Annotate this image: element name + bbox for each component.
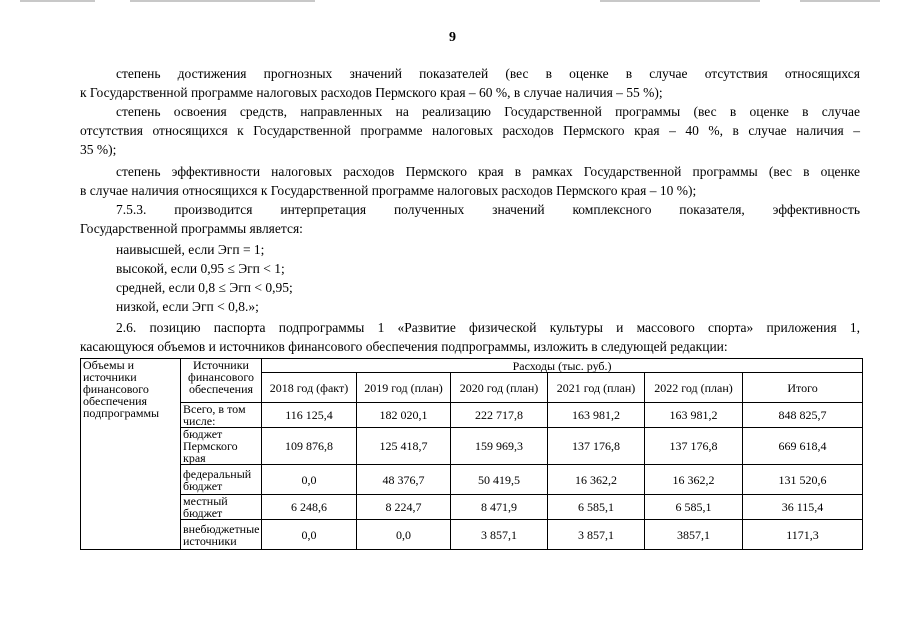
year-header: 2022 год (план)	[645, 373, 743, 403]
source-cell: внебюджетные источники	[181, 520, 262, 550]
value-cell: 16 362,2	[645, 465, 743, 495]
paragraph-line: степень достижения прогнозных значений показателей (вес в оценке в случае отсутствия относящихся	[116, 66, 860, 81]
value-cell: 116 125,4	[262, 403, 357, 428]
value-cell: 48 376,7	[357, 465, 451, 495]
value-cell: 3 857,1	[451, 520, 548, 550]
value-cell: 0,0	[262, 465, 357, 495]
value-cell: 16 362,2	[548, 465, 645, 495]
value-cell: 0,0	[262, 520, 357, 550]
value-cell: 6 585,1	[548, 495, 645, 520]
scan-edge-line	[20, 0, 95, 2]
page-number: 9	[449, 30, 456, 45]
value-cell: 109 876,8	[262, 428, 357, 465]
scan-edge-line	[600, 0, 760, 2]
table-row	[81, 520, 863, 550]
criterion-line: средней, если 0,8 ≤ Эгп < 0,95;	[116, 280, 293, 295]
value-cell: 8 471,9	[451, 495, 548, 520]
paragraph-line: 2.6. позицию паспорта подпрограммы 1 «Развитие физической культуры и массового спорта» приложения 1,	[116, 320, 860, 335]
criterion-line: высокой, если 0,95 ≤ Эгп < 1;	[116, 261, 285, 276]
value-cell: 131 520,6	[743, 465, 863, 495]
value-cell: 159 969,3	[451, 428, 548, 465]
expenses-header: Расходы (тыс. руб.)	[262, 359, 863, 373]
paragraph-line: 7.5.3. производится интерпретация полученных значений комплексного показателя, эффективность	[116, 202, 860, 217]
value-cell: 222 717,8	[451, 403, 548, 428]
value-cell: 137 176,8	[645, 428, 743, 465]
value-cell: 137 176,8	[548, 428, 645, 465]
paragraph-line: 35 %);	[80, 142, 117, 157]
year-header: 2021 год (план)	[548, 373, 645, 403]
value-cell: 8 224,7	[357, 495, 451, 520]
financing-table	[80, 358, 863, 550]
scan-edge-line	[800, 0, 880, 2]
value-cell: 50 419,5	[451, 465, 548, 495]
source-cell: местный бюджет	[181, 495, 262, 520]
value-cell: 6 248,6	[262, 495, 357, 520]
total-header: Итого	[743, 373, 863, 403]
paragraph-line: Государственной программы является:	[80, 221, 303, 236]
source-cell: Всего, в том числе:	[181, 403, 262, 428]
table-row	[81, 495, 863, 520]
scan-edge-line	[130, 0, 315, 2]
year-header: 2018 год (факт)	[262, 373, 357, 403]
value-cell: 669 618,4	[743, 428, 863, 465]
paragraph-line: к Государственной программе налоговых расходов Пермского края – 60 %, в случае наличия – 55 %);	[80, 85, 663, 100]
year-header: 2020 год (план)	[451, 373, 548, 403]
paragraph-line: отсутствия относящихся к Государственной программе налоговых расходов Пермского края – 40 %, в случае наличия –	[80, 123, 860, 138]
value-cell: 36 115,4	[743, 495, 863, 520]
value-cell: 6 585,1	[645, 495, 743, 520]
value-cell: 1171,3	[743, 520, 863, 550]
table-row	[81, 403, 863, 428]
value-cell: 3857,1	[645, 520, 743, 550]
value-cell: 848 825,7	[743, 403, 863, 428]
table-left-label: Объемы и источники финансового обеспечения подпрограммы	[81, 359, 181, 550]
paragraph-line: в случае наличия относящихся к Государственной программе налоговых расходов Пермского края – 10 %);	[80, 183, 697, 198]
source-cell: бюджет Пермского края	[181, 428, 262, 465]
source-cell: федеральный бюджет	[181, 465, 262, 495]
table-row	[81, 465, 863, 495]
criterion-line: наивысшей, если Эгп = 1;	[116, 242, 265, 257]
value-cell: 3 857,1	[548, 520, 645, 550]
value-cell: 163 981,2	[645, 403, 743, 428]
table-row	[81, 428, 863, 465]
year-header: 2019 год (план)	[357, 373, 451, 403]
value-cell: 125 418,7	[357, 428, 451, 465]
sources-header: Источники финансового обеспечения	[181, 359, 262, 403]
value-cell: 182 020,1	[357, 403, 451, 428]
paragraph-line: степень освоения средств, направленных на реализацию Государственной программы (вес в оценке в случае	[116, 104, 860, 119]
criterion-line: низкой, если Эгп < 0,8.»;	[116, 299, 259, 314]
value-cell: 163 981,2	[548, 403, 645, 428]
paragraph-line: степень эффективности налоговых расходов Пермского края в рамках Государственной программы (вес в оценке	[116, 164, 860, 179]
value-cell: 0,0	[357, 520, 451, 550]
paragraph-line: касающуюся объемов и источников финансового обеспечения подпрограммы, изложить в следующей редакции:	[80, 339, 728, 354]
